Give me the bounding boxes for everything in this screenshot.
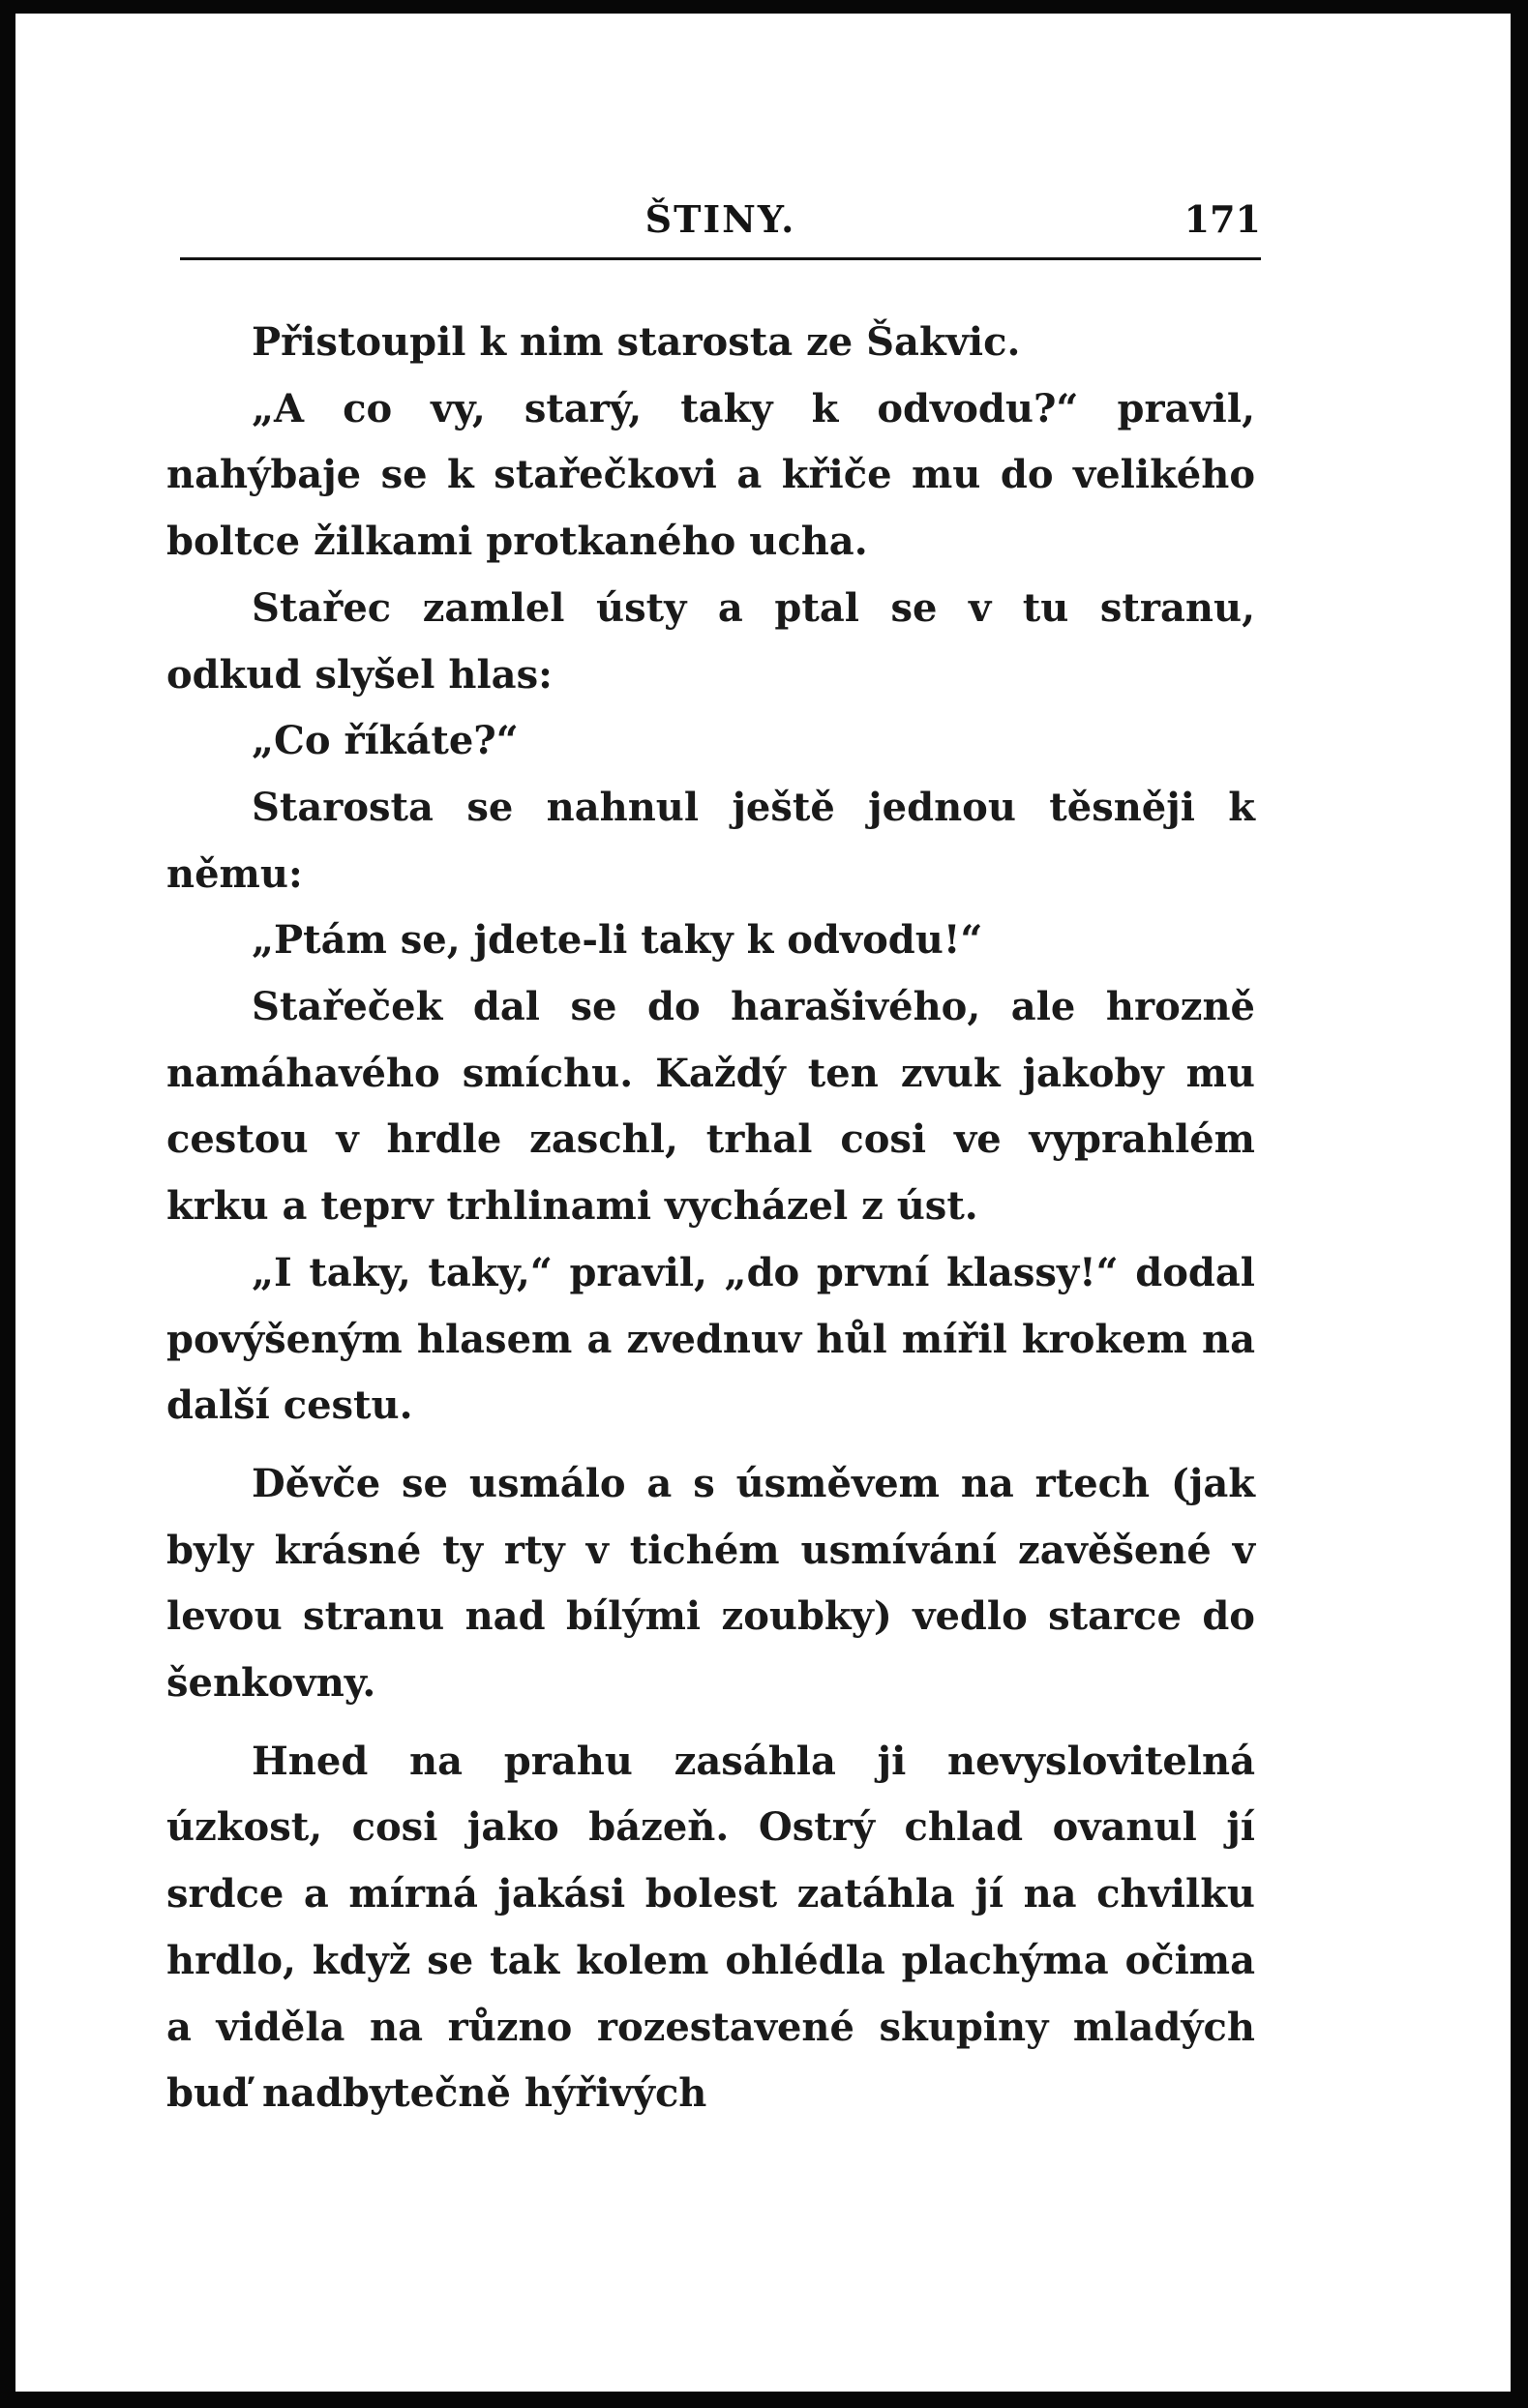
paragraph: Přistoupil k nim starosta ze Šakvic. xyxy=(252,319,1021,365)
paragraph: „I taky, taky,“ pravil, „do první klassy!“ dodal povýšeným hlasem a zvednuv hůl mířil krokem na další cestu. xyxy=(166,1249,1255,1429)
body-text xyxy=(166,310,1255,2127)
page-header xyxy=(180,197,1261,261)
paragraph: Stařeček dal se do harašivého, ale hrozně namáhavého smíchu. Každý ten zvuk jakoby mu cestou v hrdle zaschl, trhal cosi ve vyprahlém krku a teprv trhlinami vycházel z úst. xyxy=(166,984,1255,1230)
paragraph: Starosta se nahnul ještě jednou těsněji k němu: xyxy=(166,784,1255,897)
paragraph: „A co vy, starý, taky k odvodu?“ pravil, nahýbaje se k stařečkovi a křiče mu do velikého boltce žilkami protkaného ucha. xyxy=(166,385,1255,565)
paragraph: „Ptám se, jdete-li taky k odvodu!“ xyxy=(252,917,983,964)
paragraph: Děvče se usmálo a s úsměvem na rtech (jak byly krásné ty rty v tichém usmívání zavěšené v levou stranu nad bílými zoubky) vedlo starce do šenkovny. xyxy=(166,1460,1255,1707)
page-number: 171 xyxy=(1183,197,1261,241)
running-title: ŠTINY. xyxy=(644,197,796,241)
header-rule xyxy=(180,257,1261,260)
paragraph: „Co říkáte?“ xyxy=(252,718,519,764)
paragraph: Stařec zamlel ústy a ptal se v tu stranu, odkud slyšel hlas: xyxy=(166,584,1255,698)
paragraph: Hned na prahu zasáhla ji nevyslovitelná úzkost, cosi jako bázeň. Ostrý chlad ovanul jí srdce a mírná jakási bolest zatáhla jí na chvilku hrdlo, když se tak kolem ohlédla plachýma očima a viděla na různo rozestavené skupiny mladých buď nadbytečně hýřivých xyxy=(166,1738,1255,2117)
